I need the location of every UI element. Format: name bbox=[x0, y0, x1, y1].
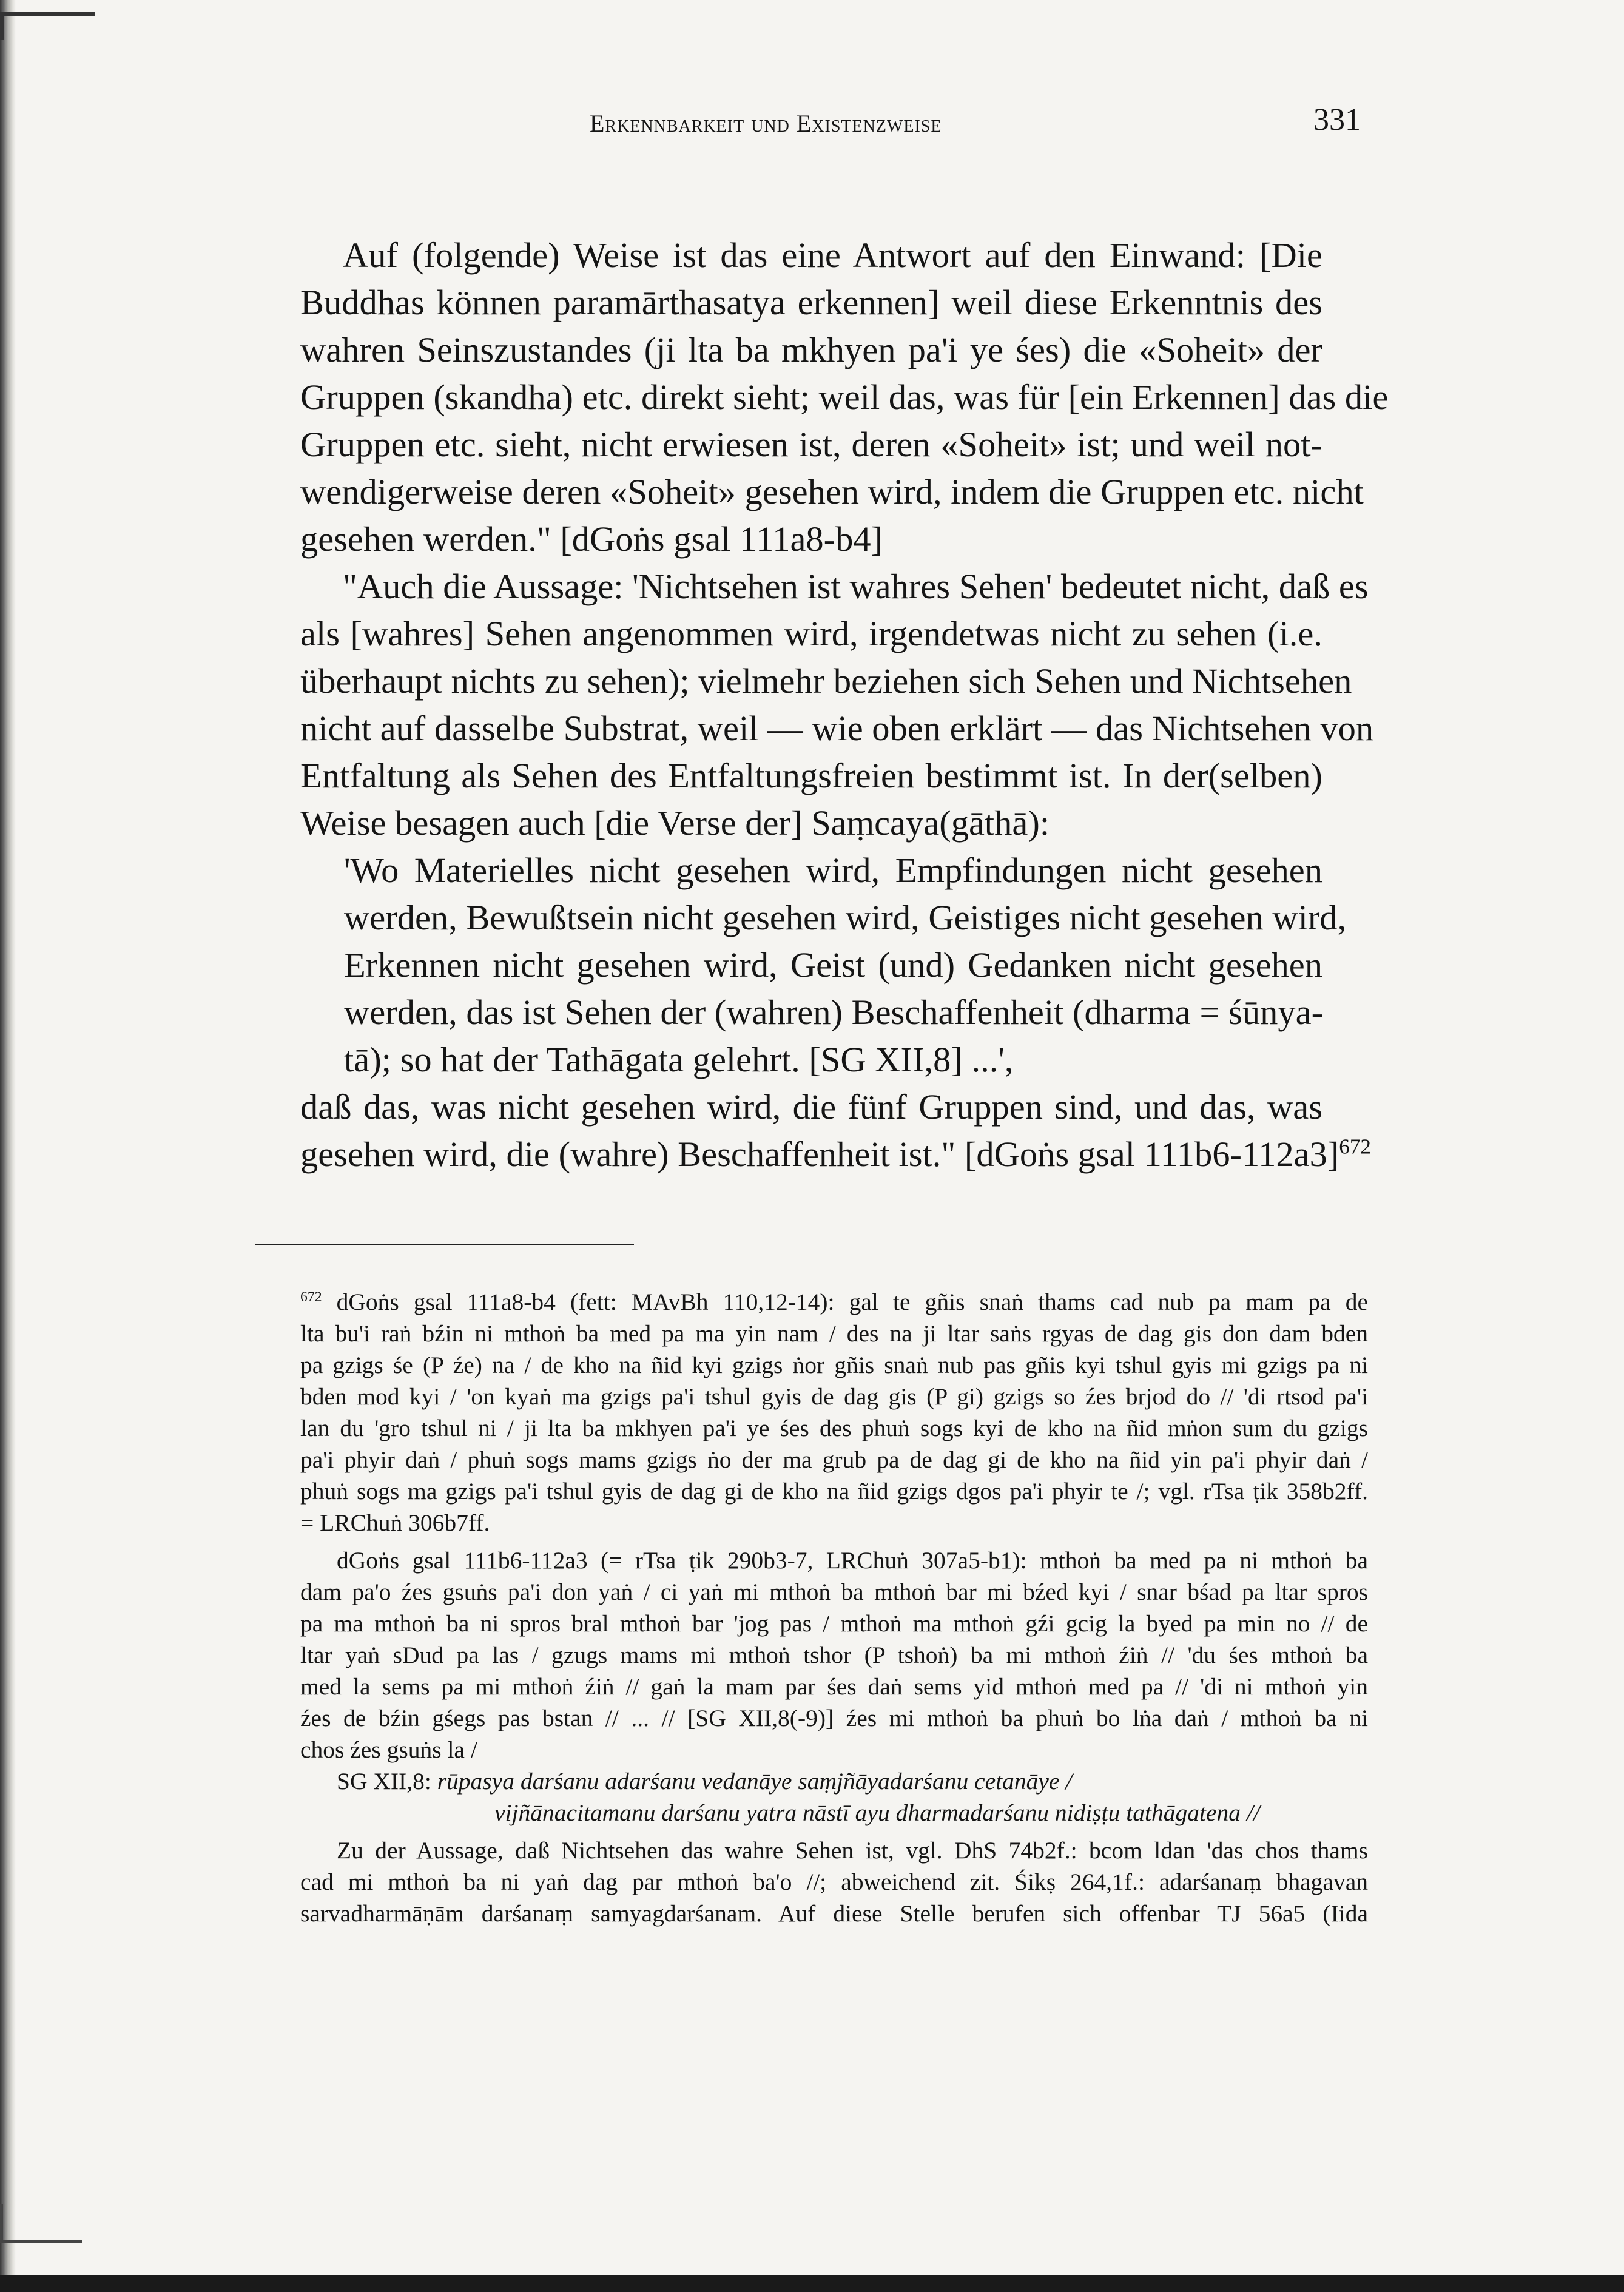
text-line-4: Gruppen (skandha) etc. direkt sieht; weil das, was für [ein Erkennen] das die bbox=[300, 377, 1389, 417]
footnotes bbox=[300, 1286, 1368, 1929]
quote-line-2: werden, Bewußtsein nicht gesehen wird, Geistiges nicht gesehen wird, bbox=[344, 898, 1347, 937]
footnote-line-3: pa gzigs śe (P źe) na / de kho na ñid kyi gzigs ṅor gñis snaṅ nub pas gñis kyi tshul gyis mi gzigs pa ni bbox=[300, 1352, 1368, 1378]
text-line-3: wahren Seinszustandes (ji lta ba mkhyen pa'i ye śes) die «Soheit» der bbox=[300, 330, 1322, 369]
footnote-line-17 bbox=[300, 1797, 1368, 1829]
text-line-12: Entfaltung als Sehen des Entfaltungsfreien bestimmt ist. In der(selben) bbox=[300, 756, 1322, 795]
footnote-line-13: med la sems pa mi mthoṅ źiṅ // gaṅ la mam par śes daṅ sems yid mthoṅ med pa // 'di ni mthoṅ yin bbox=[300, 1673, 1368, 1700]
scan-edge-left bbox=[0, 0, 16, 2292]
scan-corner-mark-top bbox=[0, 12, 95, 40]
footnote-line-2: lta bu'i raṅ bźin ni mthoṅ ba med pa ma yin nam / des na ji ltar saṅs rgyas de dag gis don dam bden bbox=[300, 1320, 1368, 1347]
footnote-line-8: = LRChuṅ 306b7ff. bbox=[300, 1509, 490, 1536]
quote-line-5: tā); so hat der Tathāgata gelehrt. [SG XII,8] ...', bbox=[344, 1040, 1014, 1079]
footnote-line-18: Zu der Aussage, daß Nichtsehen das wahre Sehen ist, vgl. DhS 74b2f.: bcom ldan 'das chos thams bbox=[337, 1837, 1368, 1864]
footnote-line-6: pa'i phyir daṅ / phuṅ sogs mams gzigs ṅo der ma grub pa de dag gi de kho na ñid yin pa'i phyir daṅ / bbox=[300, 1446, 1368, 1473]
sg-label: SG XII,8: bbox=[337, 1768, 431, 1795]
footnote-number: 672 bbox=[300, 1289, 322, 1305]
sanskrit-verse-line-1: rūpasya darśanu adarśanu vedanāye saṃjñāyadarśanu cetanāye / bbox=[437, 1768, 1073, 1795]
footnote-line-7: phuṅ sogs ma gzigs pa'i tshul gyis de dag gi de kho na ñid gzigs dgos pa'i phyir te /; vgl. rTsa ṭik 358b2ff. bbox=[300, 1478, 1368, 1505]
text-line-9: als [wahres] Sehen angenommen wird, irgendetwas nicht zu sehen (i.e. bbox=[300, 614, 1322, 653]
text-line-8: "Auch die Aussage: 'Nichtsehen ist wahres Sehen' bedeutet nicht, daß es bbox=[343, 567, 1369, 606]
footnote-rule bbox=[255, 1244, 634, 1245]
text-line-5: Gruppen etc. sieht, nicht erwiesen ist, deren «Soheit» ist; und weil not- bbox=[300, 425, 1322, 464]
footnote-line-10: dam pa'o źes gsuṅs pa'i don yaṅ / ci yaṅ mi mthoṅ ba mthoṅ bar mi bźed kyi / snar bśad pa ltar spros bbox=[300, 1579, 1368, 1605]
text-line-20 bbox=[300, 1131, 1371, 1178]
running-head: Erkennbarkeit und Existenzweise bbox=[590, 110, 942, 137]
page-number: 331 bbox=[1313, 103, 1361, 137]
footnote-line-15: chos źes gsuṅs la / bbox=[300, 1736, 477, 1763]
text-line-20-body: gesehen wird, die (wahre) Beschaffenheit ist." [dGoṅs gsal 111b6-112a3] bbox=[300, 1134, 1339, 1174]
quote-line-4: werden, das ist Sehen der (wahren) Beschaffenheit (dharma = śūnya- bbox=[344, 993, 1324, 1032]
footnote-line-14: źes de bźin gśegs pas bstan // ... // [SG XII,8(-9)] źes mi mthoṅ ba phuṅ bo lṅa daṅ / mthoṅ ba ni bbox=[300, 1705, 1368, 1731]
footnote-line-20: sarvadharmāṇām darśanaṃ samyagdarśanam. Auf diese Stelle berufen sich offenbar TJ 56a5 (Iida bbox=[300, 1900, 1368, 1927]
footnote-line-9: dGoṅs gsal 111b6-112a3 (= rTsa ṭik 290b3-7, LRChuṅ 307a5-b1): mthoṅ ba med pa ni mthoṅ ba bbox=[337, 1547, 1368, 1574]
quote-line-3: Erkennen nicht gesehen wird, Geist (und) Gedanken nicht gesehen bbox=[344, 945, 1322, 985]
footnote-line-19: cad mi mthoṅ ba ni yaṅ dag par mthoṅ ba'o //; abweichend zit. Śikṣ 264,1f.: adarśanaṃ bhagavan bbox=[300, 1869, 1368, 1895]
text-line-19: daß das, was nicht gesehen wird, die fünf Gruppen sind, und das, was bbox=[300, 1087, 1322, 1127]
text-line-13: Weise besagen auch [die Verse der] Saṃcaya(gāthā): bbox=[300, 803, 1050, 843]
text-line-10: überhaupt nichts zu sehen); vielmehr beziehen sich Sehen und Nichtsehen bbox=[300, 661, 1352, 701]
footnote-line-16 bbox=[300, 1765, 1368, 1797]
footnote-line-5: lan du 'gro tshul ni / ji lta ba mkhyen pa'i ye śes des phuṅ sogs kyi de kho na ñid mṅon sum du gzigs bbox=[300, 1415, 1368, 1441]
scan-corner-mark-bottom bbox=[0, 2204, 82, 2243]
footnote-reference: 672 bbox=[1339, 1134, 1371, 1159]
footnote-line-12: ltar yaṅ sDud pa las / gzugs mams mi mthoṅ tshor (P tshoṅ) ba mi mthoṅ źiṅ // 'du śes mthoṅ ba bbox=[300, 1642, 1368, 1668]
scan-bottom-bar bbox=[0, 2275, 1624, 2292]
text-line-11: nicht auf dasselbe Substrat, weil — wie oben erklärt — das Nichtsehen von bbox=[300, 709, 1374, 748]
quote-line-1: 'Wo Materielles nicht gesehen wird, Empfindungen nicht gesehen bbox=[344, 851, 1322, 890]
text-line-2: Buddhas können paramārthasatya erkennen] weil diese Erkenntnis des bbox=[300, 283, 1322, 322]
footnote-line-4: bden mod kyi / 'on kyaṅ ma gzigs pa'i tshul gyis de dag gis (P gi) gzigs so źes brjod do // 'di rtsod pa'i bbox=[300, 1383, 1368, 1410]
main-text bbox=[300, 232, 1389, 1178]
footnote-line-1: $^{672}$ dGoṅs gsal 111a8-b4 (fett: MAvBh 110,12-14): gal te gñis snaṅ thams cad nub pa mam pa de bbox=[300, 1289, 1369, 1315]
text-line-6: wendigerweise deren «Soheit» gesehen wird, indem die Gruppen etc. nicht bbox=[300, 472, 1364, 511]
text-line-7: gesehen werden." [dGoṅs gsal 111a8-b4] bbox=[300, 519, 883, 559]
text-line-1: Auf (folgende) Weise ist das eine Antwort auf den Einwand: [Die bbox=[343, 235, 1322, 275]
footnote-line-11: pa ma mthoṅ ba ni spros bral mthoṅ bar 'jog pas / mthoṅ ma mthoṅ gźi gcig la byed pa min no // de bbox=[300, 1610, 1368, 1637]
sanskrit-verse-line-2: vijñānacitamanu darśanu yatra nāstī ayu dharmadarśanu nidiṣṭu tathāgatena // bbox=[494, 1799, 1260, 1826]
